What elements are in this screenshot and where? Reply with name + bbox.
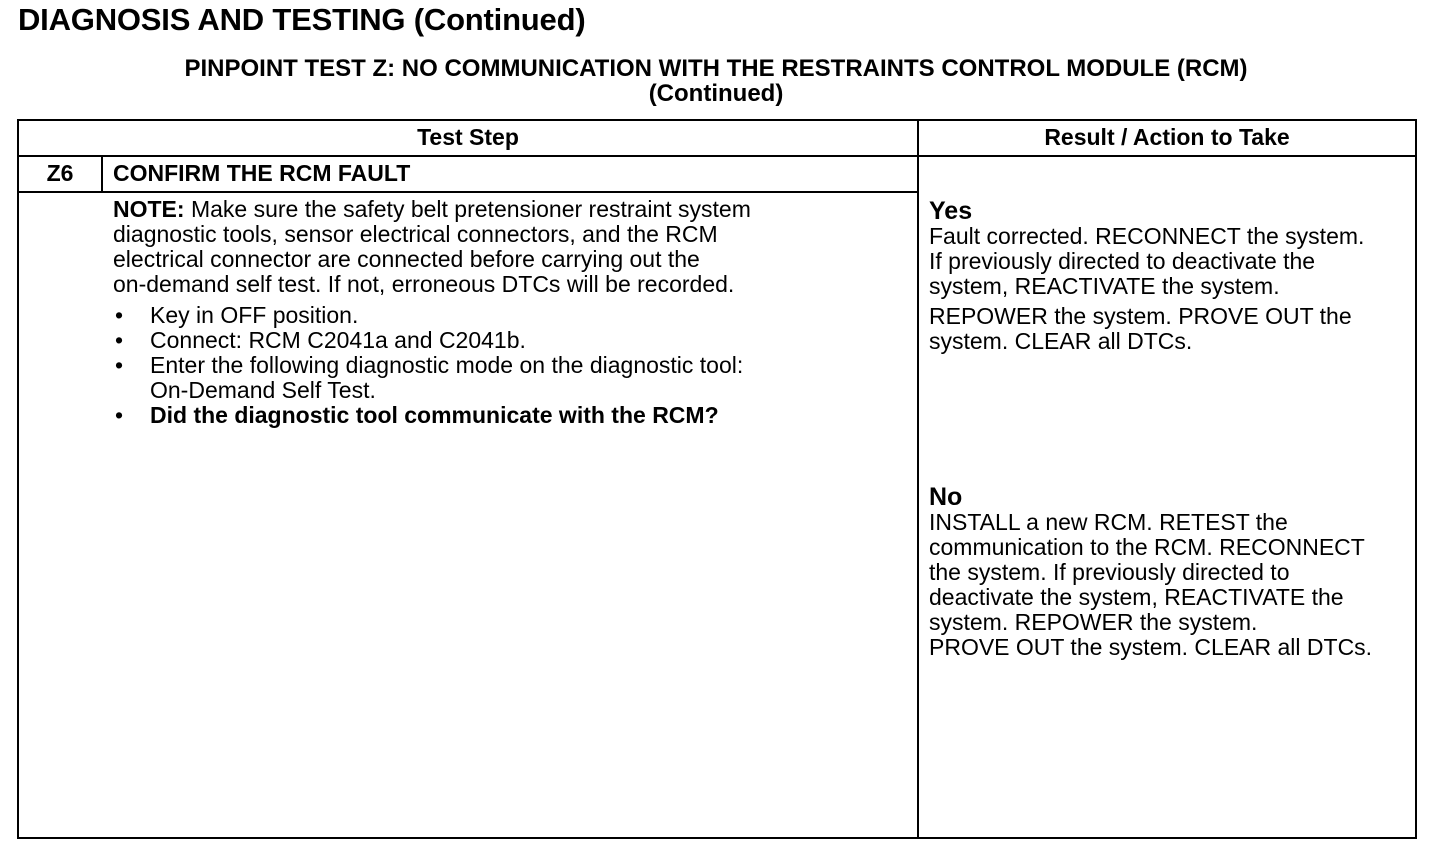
step-body — [113, 197, 903, 428]
result-text: system. CLEAR all DTCs. — [929, 328, 1193, 354]
step-id-divider — [101, 157, 103, 191]
step-instructions-list — [113, 303, 903, 428]
result-yes-paragraph — [929, 304, 1415, 354]
note-text: Make sure the safety belt pretensioner restraint system — [184, 196, 751, 222]
step-title: CONFIRM THE RCM FAULT — [113, 160, 411, 186]
header-test-step: Test Step — [417, 124, 519, 150]
result-no-label: No — [929, 483, 963, 511]
step-id: Z6 — [46, 160, 74, 186]
result-text: the system. If previously directed to — [929, 559, 1290, 585]
note-label: NOTE: — [113, 196, 185, 222]
note-line: electrical connector are connected before carrying out the — [113, 246, 700, 272]
pinpoint-test-title-line: PINPOINT TEST Z: NO COMMUNICATION WITH THE RESTRAINTS CONTROL MODULE (RCM) — [184, 55, 1248, 82]
result-text: If previously directed to deactivate the — [929, 248, 1316, 274]
instruction-text: Enter the following diagnostic mode on the diagnostic tool: — [150, 352, 744, 378]
result-text: communication to the RCM. RECONNECT — [929, 534, 1365, 560]
result-yes-label: Yes — [929, 197, 973, 225]
header-divider — [19, 155, 1415, 157]
note-line: diagnostic tools, sensor electrical connectors, and the RCM — [113, 221, 718, 247]
header-result-action: Result / Action to Take — [1044, 124, 1290, 150]
pinpoint-test-table — [17, 119, 1417, 839]
list-item — [113, 403, 903, 428]
result-no — [929, 484, 1415, 660]
note-line — [113, 197, 903, 222]
list-item — [113, 353, 903, 403]
step-title-divider — [19, 191, 917, 193]
pinpoint-test-title — [0, 56, 1432, 106]
list-item — [113, 328, 903, 353]
note-line: on-demand self test. If not, erroneous DTCs will be recorded. — [113, 271, 735, 297]
result-text: Fault corrected. RECONNECT the system. — [929, 223, 1365, 249]
instruction-text: Connect: RCM C2041a and C2041b. — [150, 327, 526, 353]
instruction-text: On-Demand Self Test. — [150, 377, 376, 403]
result-text: PROVE OUT the system. CLEAR all DTCs. — [929, 634, 1373, 660]
page-title: DIAGNOSIS AND TESTING (Continued) — [18, 2, 586, 37]
result-text: system, REACTIVATE the system. — [929, 273, 1280, 299]
bullet-icon: • — [115, 352, 124, 378]
column-divider — [917, 121, 919, 837]
result-yes — [929, 198, 1415, 354]
bullet-icon: • — [115, 402, 124, 428]
list-item — [113, 303, 903, 328]
result-text: system. REPOWER the system. — [929, 609, 1258, 635]
bullet-icon: • — [115, 327, 124, 353]
pinpoint-test-continued: (Continued) — [648, 80, 784, 107]
result-text: REPOWER the system. PROVE OUT the — [929, 303, 1352, 329]
step-question: Did the diagnostic tool communicate with the RCM? — [150, 402, 719, 428]
result-text: INSTALL a new RCM. RETEST the — [929, 509, 1288, 535]
bullet-icon: • — [115, 302, 124, 328]
result-text: deactivate the system, REACTIVATE the — [929, 584, 1344, 610]
instruction-text: Key in OFF position. — [150, 302, 359, 328]
